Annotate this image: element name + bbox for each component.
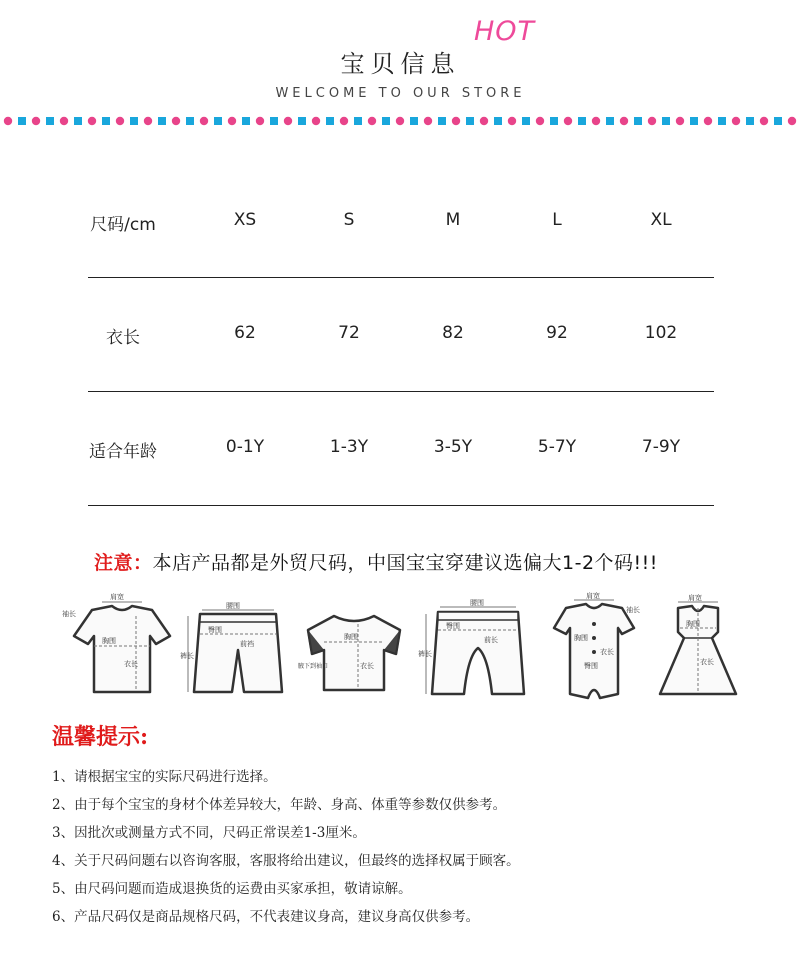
diagram-label: 前长: [484, 636, 498, 644]
table-row: [88, 164, 714, 278]
pink-dot: [564, 117, 572, 125]
pink-dot: [732, 117, 740, 125]
notice-text: 本店产品都是外贸尺码，中国宝宝穿建议选偏大1-2个码!!!: [152, 552, 658, 574]
row-label-age: 适合年龄: [89, 442, 157, 462]
tips-list: [52, 766, 520, 934]
diagram-label: 臀围: [446, 622, 460, 630]
list-item: 4、关于尺码问题右以咨询客服，客服将给出建议，但最终的选择权属于顾客。: [52, 853, 520, 869]
blue-square: [466, 117, 474, 125]
pink-dot: [788, 117, 796, 125]
diagram-label: 胸围: [102, 637, 116, 645]
table-cell: 62: [234, 323, 256, 343]
diagram-label: 肩宽: [110, 593, 124, 601]
row-label-length: 衣长: [106, 328, 140, 348]
welcome-subtitle: WELCOME TO OUR STORE: [275, 86, 526, 101]
pink-dot: [480, 117, 488, 125]
blue-square: [690, 117, 698, 125]
diagram-label: 衣长: [360, 662, 374, 670]
shorts-diagram: [180, 601, 282, 692]
row-label-size: 尺码/cm: [90, 215, 156, 235]
dotted-divider: [0, 114, 801, 128]
table-cell: 72: [338, 323, 360, 343]
pink-dot: [396, 117, 404, 125]
blue-square: [606, 117, 614, 125]
pink-dot: [452, 117, 460, 125]
list-item: 2、由于每个宝宝的身材个体差异较大，年龄、身高、体重等参数仅供参考。: [52, 797, 507, 813]
pink-dot: [704, 117, 712, 125]
size-table: [88, 164, 714, 506]
diagram-label: 腰围: [226, 602, 240, 610]
hot-label: HOT: [474, 16, 536, 47]
pink-dot: [4, 117, 12, 125]
blue-square: [214, 117, 222, 125]
blue-square: [18, 117, 26, 125]
pink-dot: [508, 117, 516, 125]
pink-dot: [340, 117, 348, 125]
blue-square: [130, 117, 138, 125]
diagram-label: 裤长: [180, 652, 194, 660]
diagram-label: 肩宽: [586, 592, 600, 600]
pink-dot: [200, 117, 208, 125]
blue-square: [298, 117, 306, 125]
tips-heading: 温馨提示:: [52, 724, 149, 750]
garment-diagrams: [50, 588, 750, 708]
pink-dot: [536, 117, 544, 125]
blue-square: [494, 117, 502, 125]
pink-dot: [32, 117, 40, 125]
diagram-label: 臀围: [584, 662, 598, 670]
table-cell: XL: [650, 210, 672, 230]
diagram-label: 袖长: [62, 610, 76, 618]
table-cell: M: [445, 210, 461, 230]
blue-square: [186, 117, 194, 125]
diagram-label: 裤长: [418, 650, 432, 658]
pink-dot: [228, 117, 236, 125]
blue-square: [326, 117, 334, 125]
pants-diagram: [418, 598, 524, 694]
notice-prefix: 注意：: [94, 552, 153, 574]
blue-square: [662, 117, 670, 125]
diagram-label: 胸围: [686, 620, 700, 628]
raglan-tee-diagram: [298, 616, 400, 690]
table-cell: 5-7Y: [537, 437, 577, 457]
diagram-label: 胸围: [574, 634, 588, 642]
dress-diagram: [660, 593, 736, 694]
list-item: 6、产品尺码仅是商品规格尺码，不代表建议身高，建议身高仅供参考。: [52, 909, 480, 925]
table-cell: 82: [442, 323, 464, 343]
pink-dot: [760, 117, 768, 125]
diagram-label: 前裆: [240, 640, 254, 648]
blue-square: [438, 117, 446, 125]
table-cell: 102: [644, 323, 678, 343]
diagram-label: 腋下到袖口: [298, 663, 329, 670]
romper-diagram: [554, 591, 640, 698]
table-cell: L: [552, 210, 562, 230]
table-cell: 7-9Y: [641, 437, 681, 457]
pink-dot: [256, 117, 264, 125]
table-cell: S: [343, 210, 355, 230]
diagram-label: 胸围: [344, 633, 358, 641]
blue-square: [550, 117, 558, 125]
blue-square: [354, 117, 362, 125]
table-cell: 1-3Y: [329, 437, 369, 457]
table-cell: 92: [546, 323, 568, 343]
diagram-label: 衣长: [700, 658, 714, 666]
pink-dot: [144, 117, 152, 125]
pink-dot: [312, 117, 320, 125]
list-item: 1、请根据宝宝的实际尺码进行选择。: [52, 769, 277, 785]
pink-dot: [620, 117, 628, 125]
pink-dot: [676, 117, 684, 125]
blue-square: [522, 117, 530, 125]
pink-dot: [648, 117, 656, 125]
list-item: 3、因批次或测量方式不同，尺码正常误差1-3厘米。: [52, 825, 366, 841]
table-row: [88, 278, 714, 392]
blue-square: [746, 117, 754, 125]
diagram-label: 腰围: [470, 599, 484, 607]
table-cell: 3-5Y: [433, 437, 473, 457]
list-item: 5、由尺码问题而造成退换货的运费由买家承担，敬请谅解。: [52, 881, 412, 897]
blue-square: [774, 117, 782, 125]
blue-square: [158, 117, 166, 125]
pink-dot: [116, 117, 124, 125]
blue-square: [46, 117, 54, 125]
blue-square: [634, 117, 642, 125]
diagram-label: 臀围: [208, 626, 222, 634]
blue-square: [102, 117, 110, 125]
diagram-label: 肩宽: [688, 594, 702, 602]
tshirt-diagram: [62, 592, 170, 692]
diagram-label: 袖长: [626, 606, 640, 614]
blue-square: [242, 117, 250, 125]
blue-square: [410, 117, 418, 125]
diagram-label: 衣长: [600, 648, 614, 656]
table-row: [88, 392, 714, 506]
pink-dot: [172, 117, 180, 125]
blue-square: [382, 117, 390, 125]
pink-dot: [368, 117, 376, 125]
pink-dot: [60, 117, 68, 125]
table-cell: 0-1Y: [225, 437, 265, 457]
blue-square: [578, 117, 586, 125]
pink-dot: [284, 117, 292, 125]
pink-dot: [88, 117, 96, 125]
pink-dot: [592, 117, 600, 125]
diagram-label: 衣长: [124, 660, 138, 668]
size-notice: [94, 548, 658, 575]
blue-square: [270, 117, 278, 125]
page-title: 宝贝信息: [340, 50, 461, 78]
blue-square: [74, 117, 82, 125]
blue-square: [718, 117, 726, 125]
table-cell: XS: [233, 210, 257, 230]
pink-dot: [424, 117, 432, 125]
